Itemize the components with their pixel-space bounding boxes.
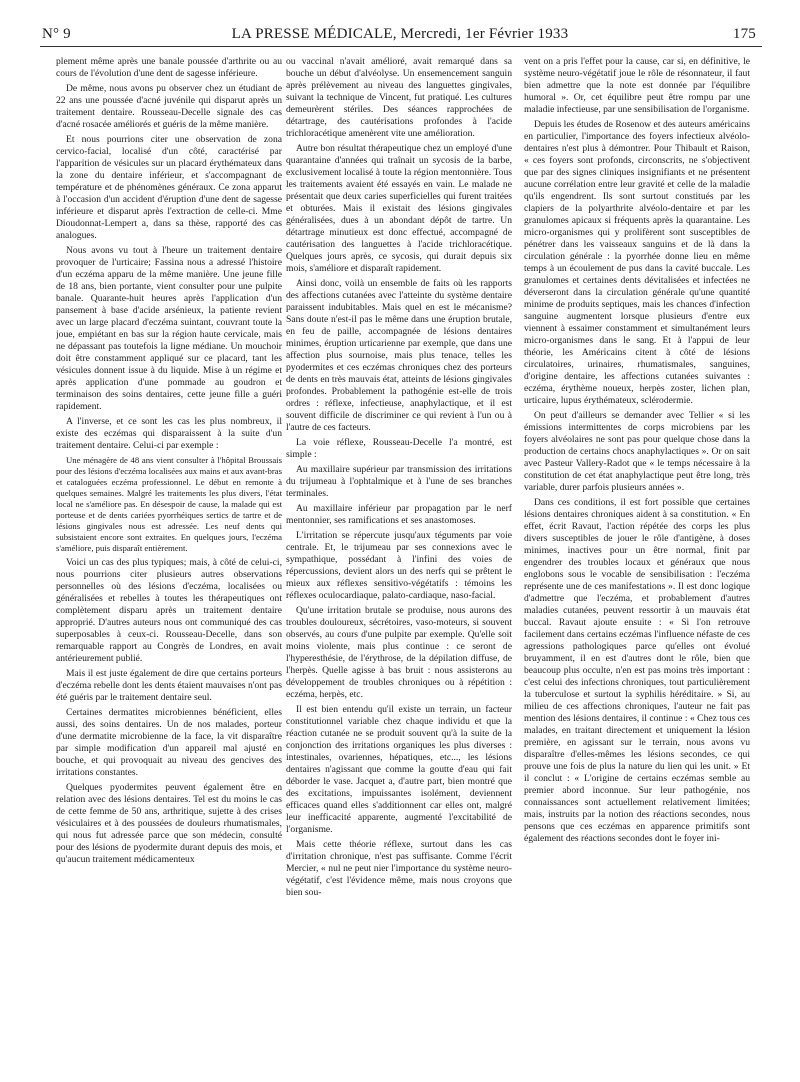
paragraph: Et nous pourrions citer une observation de zona cervico-facial, localisé d'un côté, caractérisé par l'apparition de vésicules sur un placard érythémateux dans la zone du dentaire inférieur, et s'accompagnant de température et de phénomènes généraux. Ce zona apparut à l'occasion d'un accident d'éruption d'une dent de sagesse inférieure et disparut après l'extraction de celle-ci. Mme Dioudonnat-Lempert a, dans sa thèse, rapporté des cas analogues. bbox=[56, 134, 282, 241]
paragraph: La voie réflexe, Rousseau-Decelle l'a montré, est simple : bbox=[286, 437, 512, 460]
paragraph: De même, nous avons pu observer chez un étudiant de 22 ans une poussée d'acné juvénile qui disparut après un traitement dentaire. Rousseau-Decelle signale des cas d'acné rosacée améliorés et guéris de la même manière. bbox=[56, 83, 282, 130]
paragraph: Nous avons vu tout à l'heure un traitement dentaire provoquer de l'urticaire; Fassina nous a adressé l'histoire d'un eczéma apparu de la même manière. Une jeune fille de 18 ans, bien portante, vient consulter pour une pulpite banale. Quarante-huit heures après l'application d'un pansement à base d'acide arsénieux, la patiente revient avec un large placard d'eczéma suintant, couvrant toute la joue, empiétant en bas sur la région haute cervicale, mais ne dépassant pas toutefois la ligne médiane. Un mouchoir doit être constamment appliqué sur ce placard, tant les vésicules donnent issue à du liquide. Mise à un régime et après application d'une pommade au goudron et terminaison des soins dentaires, cette jeune fille a guéri rapidement. bbox=[56, 245, 282, 412]
paragraph: Au maxillaire supérieur par transmission des irritations du trijumeau à l'ophtalmique et à l'une de ses branches terminales. bbox=[286, 464, 512, 499]
paragraph: Certaines dermatites microbiennes bénéficient, elles aussi, des soins dentaires. Un de nos malades, porteur d'une dermatite microbienne de la face, la vit disparaître par simple modification d'un appareil mal ajusté en bouche, et qui provoquait au niveau des gencives des irritations constantes. bbox=[56, 707, 282, 778]
text-column-2 bbox=[286, 56, 512, 1076]
page-number: 175 bbox=[732, 26, 756, 42]
paragraph: Autre bon résultat thérapeutique chez un employé d'une quarantaine d'années qui traînait un sycosis de la barbe, exclusivement localisé à toute la région mentonnière. Tous les traitements avaient été essayés en vain. Le malade ne présentait que deux caries superficielles qui furent traitées et obturées. Mais il existait des lésions gingivales généralisées, dues à un abondant dépôt de tartre. Un détartrage minutieux est donc effectué, accompagné de cautérisation des languettes à l'acide trichloracétique. Quelques jours après, ce sycosis, qui durait depuis six mois, s'améliore et disparaît rapidement. bbox=[286, 143, 512, 274]
paragraph: Quelques pyodermites peuvent également être en relation avec des lésions dentaires. Tel est du moins le cas de cette femme de 50 ans, arthritique, sujette à des crises vésiculaires et à des poussées de douleurs rhumatismales, qui nous fut adressée parce que son médecin, consulté pour des lésions de pyodermite durant depuis des mois, et qu'aucun traitement médicamenteux bbox=[56, 782, 282, 865]
paragraph: ou vaccinal n'avait amélioré, avait remarqué dans sa bouche un début d'alvéolyse. Un ensemencement sanguin après prélèvement au niveau des languettes gingivales, suivant la technique de Vincent, fut pratiqué. Les cultures demeurèrent stériles. Des séances rapprochées de détartrage, des cautérisations profondes à l'acide trichloracétique amenèrent vite une amélioration. bbox=[286, 56, 512, 139]
header-rule bbox=[40, 46, 762, 47]
paragraph: Au maxillaire inférieur par propagation par le nerf mentonnier, ses ramifications et ses anastomoses. bbox=[286, 503, 512, 526]
paragraph: Mais cette théorie réflexe, surtout dans les cas d'irritation chronique, n'est pas suffisante. Comme l'écrit Mercier, « nul ne peut nier l'importance du système neuro-végétatif, c'est l'évidence même, mais nous croyons que bien sou- bbox=[286, 839, 512, 898]
paragraph: Ainsi donc, voilà un ensemble de faits où les rapports des affections cutanées avec l'atteinte du système dentaire paraissent indubitables. Mais quel en est le mécanisme? Sans doute n'est-il pas le même dans une éruption brutale, en feu de paille, accompagnée de lésions dentaires minimes, éruption urticarienne par exemple, que dans une affection plus sournoise, mais plus tenace, telles les pyodermites et ces eczémas chroniques chez des porteurs de dents en très mauvais état, atteints de lésions gingivales profondes. Probablement la pathogénie est-elle de trois ordres : réflexe, infectieuse, anaphylactique, et il est souvent difficile de discriminer ce qui revient à l'un ou à l'autre de ces facteurs. bbox=[286, 278, 512, 433]
paragraph: A l'inverse, et ce sont les cas les plus nombreux, il existe des eczémas qui disparaissent à la suite d'un traitement dentaire. Celui-ci par exemple : bbox=[56, 416, 282, 451]
paragraph: Dans ces conditions, il est fort possible que certaines lésions dentaires chroniques aident à sa constitution. « En effet, écrit Ravaut, l'action répétée des corps les plus divers susceptibles de jouer le rôle d'antigène, à doses minimes, inactives pour un être normal, finit par engendrer des troubles locaux et généraux que nous englobons sous le vocable de sensibilisation : l'eczéma représente une de ces manifestations ». Il est donc logique d'admettre que l'eczéma, et probablement d'autres maladies cutanées, peuvent ressortir à un mauvais état buccal. Ravaut ajoute ensuite : « Si l'on retrouve facilement dans certains eczémas l'influence néfaste de ces agressions pathologiques parce qu'elles ont évolué bruyamment, il en est d'autres dont le rôle, bien que beaucoup plus occulte, n'en est pas moins très important : c'est celui des infections chroniques, tout particulièrement la tuberculose et surtout la syphilis héréditaire. » Si, au milieu de ces affections chroniques, l'auteur ne fait pas mention des lésions dentaires, il continue : « Chez tous ces malades, en traitant directement et uniquement la lésion première, en agissant sur le terrain, nous avons vu disparaître d'elles-mêmes les lésions secondes, ce qui prouve une fois de plus la nature du lien qui les unit. » Et il conclut : « L'origine de certains eczémas semble au premier abord inconnue. Sur leur pathogénie, nos connaissances sont actuellement relativement limitées; mais, instruits par la notion des réactions secondes, nous pensons que ces eczémas en apparence primitifs sont également des réactions secondes dont le foyer ini- bbox=[524, 497, 750, 844]
paragraph: Une ménagère de 48 ans vient consulter à l'hôpital Broussais pour des lésions d'eczéma localisées aux mains et aux avant-bras et cataloguées eczéma professionnel. Le début en remonte à quelques semaines. Malgré les traitements les plus divers, l'état local ne s'améliore pas. En désespoir de cause, la malade qui est porteuse et de dents cariées pyorrhéiques sertics de tartre et de lésions gingivales nous est adressée. Les neuf dents qui subsistaient encore sont extraites. En quelques jours, l'eczéma s'améliore, puis disparaît entièrement. bbox=[56, 455, 282, 553]
text-column-3 bbox=[524, 56, 750, 1076]
paragraph: Depuis les études de Rosenow et des auteurs américains en particulier, l'importance des foyers infectieux alvéolo-dentaires n'est plus à démontrer. Pour Thibault et Raison, « ces foyers sont profonds, circonscrits, ne s'objectivent que par des signes cliniques insignifiants et ne présentent aucune corrélation entre leur gravité et celle de la maladie qu'ils engendrent. Ils sont surtout constitués par les clapiers de la polyarthrite alvéolo-dentaire et par les granulomes apicaux si fréquents après la quarantaine. Les micro-organismes qui y prolifèrent sont susceptibles de pénétrer dans les vaisseaux sanguins et de là dans la circulation générale : la pyorrhée donne lieu en même temps à un écoulement de pus dans la cavité buccale. Les granulomes et certaines dents dévitalisées et infectées ne déverseront dans la circulation générale qu'une quantité minime de produits septiques, mais les chances d'infection sanguine augmentent lorsque plusieurs d'entre eux viennent à essaimer constamment et simultanément leurs micro-organismes dans le sang. Et à l'appui de leur théorie, les Américains citent à côté de lésions circulatoires, urinaires, rhumatismales, sanguines, d'origine dentaire, les affections cutanées suivantes : eczéma, érythème noueux, herpès zoster, lichen plan, urticaire, lupus érythémateux, sclérodermie. bbox=[524, 119, 750, 406]
paragraph: Qu'une irritation brutale se produise, nous aurons des troubles douloureux, sécrétoires, vaso-moteurs, si souvent observés, au cours d'une pulpite par exemple. Qu'elle soit moins violente, mais plus continue : ce seront de l'hyperesthésie, de l'érythrose, de la dépilation diffuse, de l'herpès. Quelle agisse à bas bruit : nous assisterons au développement de troubles chroniques ou à répétition : eczéma, herpès, etc. bbox=[286, 605, 512, 700]
page-header bbox=[0, 0, 800, 50]
paragraph: vent on a pris l'effet pour la cause, car si, en définitive, le système neuro-végétatif joue le rôle de résonnateur, il faut bien admettre que la note est donnée par l'équilibre humoral ». Or, cet équilibre peut être rompu par une maladie infectieuse, par une sensibilisation de l'organisme. bbox=[524, 56, 750, 115]
paragraph: Il est bien entendu qu'il existe un terrain, un facteur constitutionnel variable chez chaque individu et que la réaction cutanée ne se produit souvent qu'à la suite de la conjonction des irritations organiques les plus diverses : intestinales, ovariennes, hépatiques, etc..., les lésions dentaires n'agissant que comme la goutte d'eau qui fait déborder le vase. Jacquet a, d'autre part, bien montré que des excitations, impuissantes isolément, deviennent efficaces quand elles s'additionnent car elles ont, malgré leur inefficacité apparente, augmenté l'excitabilité de l'organisme. bbox=[286, 704, 512, 835]
journal-title: LA PRESSE MÉDICALE, Mercredi, 1er Février 1933 bbox=[231, 26, 569, 42]
paragraph: Voici un cas des plus typiques; mais, à côté de celui-ci, nous pourrions citer plusieurs autres observations personnelles où des lésions d'eczéma, localisées ou généralisées et rebelles à toutes les thérapeutiques ont complètement disparu après un traitement dentaire approprié. D'autres auteurs nous ont communiqué des cas superposables à ceux-ci. Rousseau-Decelle, dans son remarquable rapport au Congrès de Londres, en avait antérieurement publié. bbox=[56, 557, 282, 664]
paragraph: L'irritation se répercute jusqu'aux téguments par voie centrale. Et, le trijumeau par ses connexions avec le sympathique, possédant à l'infini des voies de répercussions, devient alors un des nerfs qui se prêtent le mieux aux réflexes sensitivo-végétatifs : témoins les réflexes oculocardiaque, palato-cardiaque, naso-facial. bbox=[286, 530, 512, 601]
issue-number: N° 9 bbox=[42, 26, 71, 42]
paragraph: On peut d'ailleurs se demander avec Tellier « si les émissions intermittentes de corps microbiens par les foyers alvéolaires ne sont pas pour quelque chose dans la production de certains chocs anaphylactiques ». Or on sait avec Pasteur Vallery-Radot que « le temps nécessaire à la constitution de cet état anaphylactique peut être long, très variable, durer parfois plusieurs années ». bbox=[524, 410, 750, 493]
text-column-1 bbox=[56, 56, 282, 1076]
paragraph: Mais il est juste également de dire que certains porteurs d'eczéma rebelle dont les dents étaient mauvaises n'ont pas été guéris par le traitement dentaire seul. bbox=[56, 668, 282, 703]
paragraph: plement même après une banale poussée d'arthrite ou au cours de l'évolution d'une dent de sagesse inférieure. bbox=[56, 56, 282, 79]
